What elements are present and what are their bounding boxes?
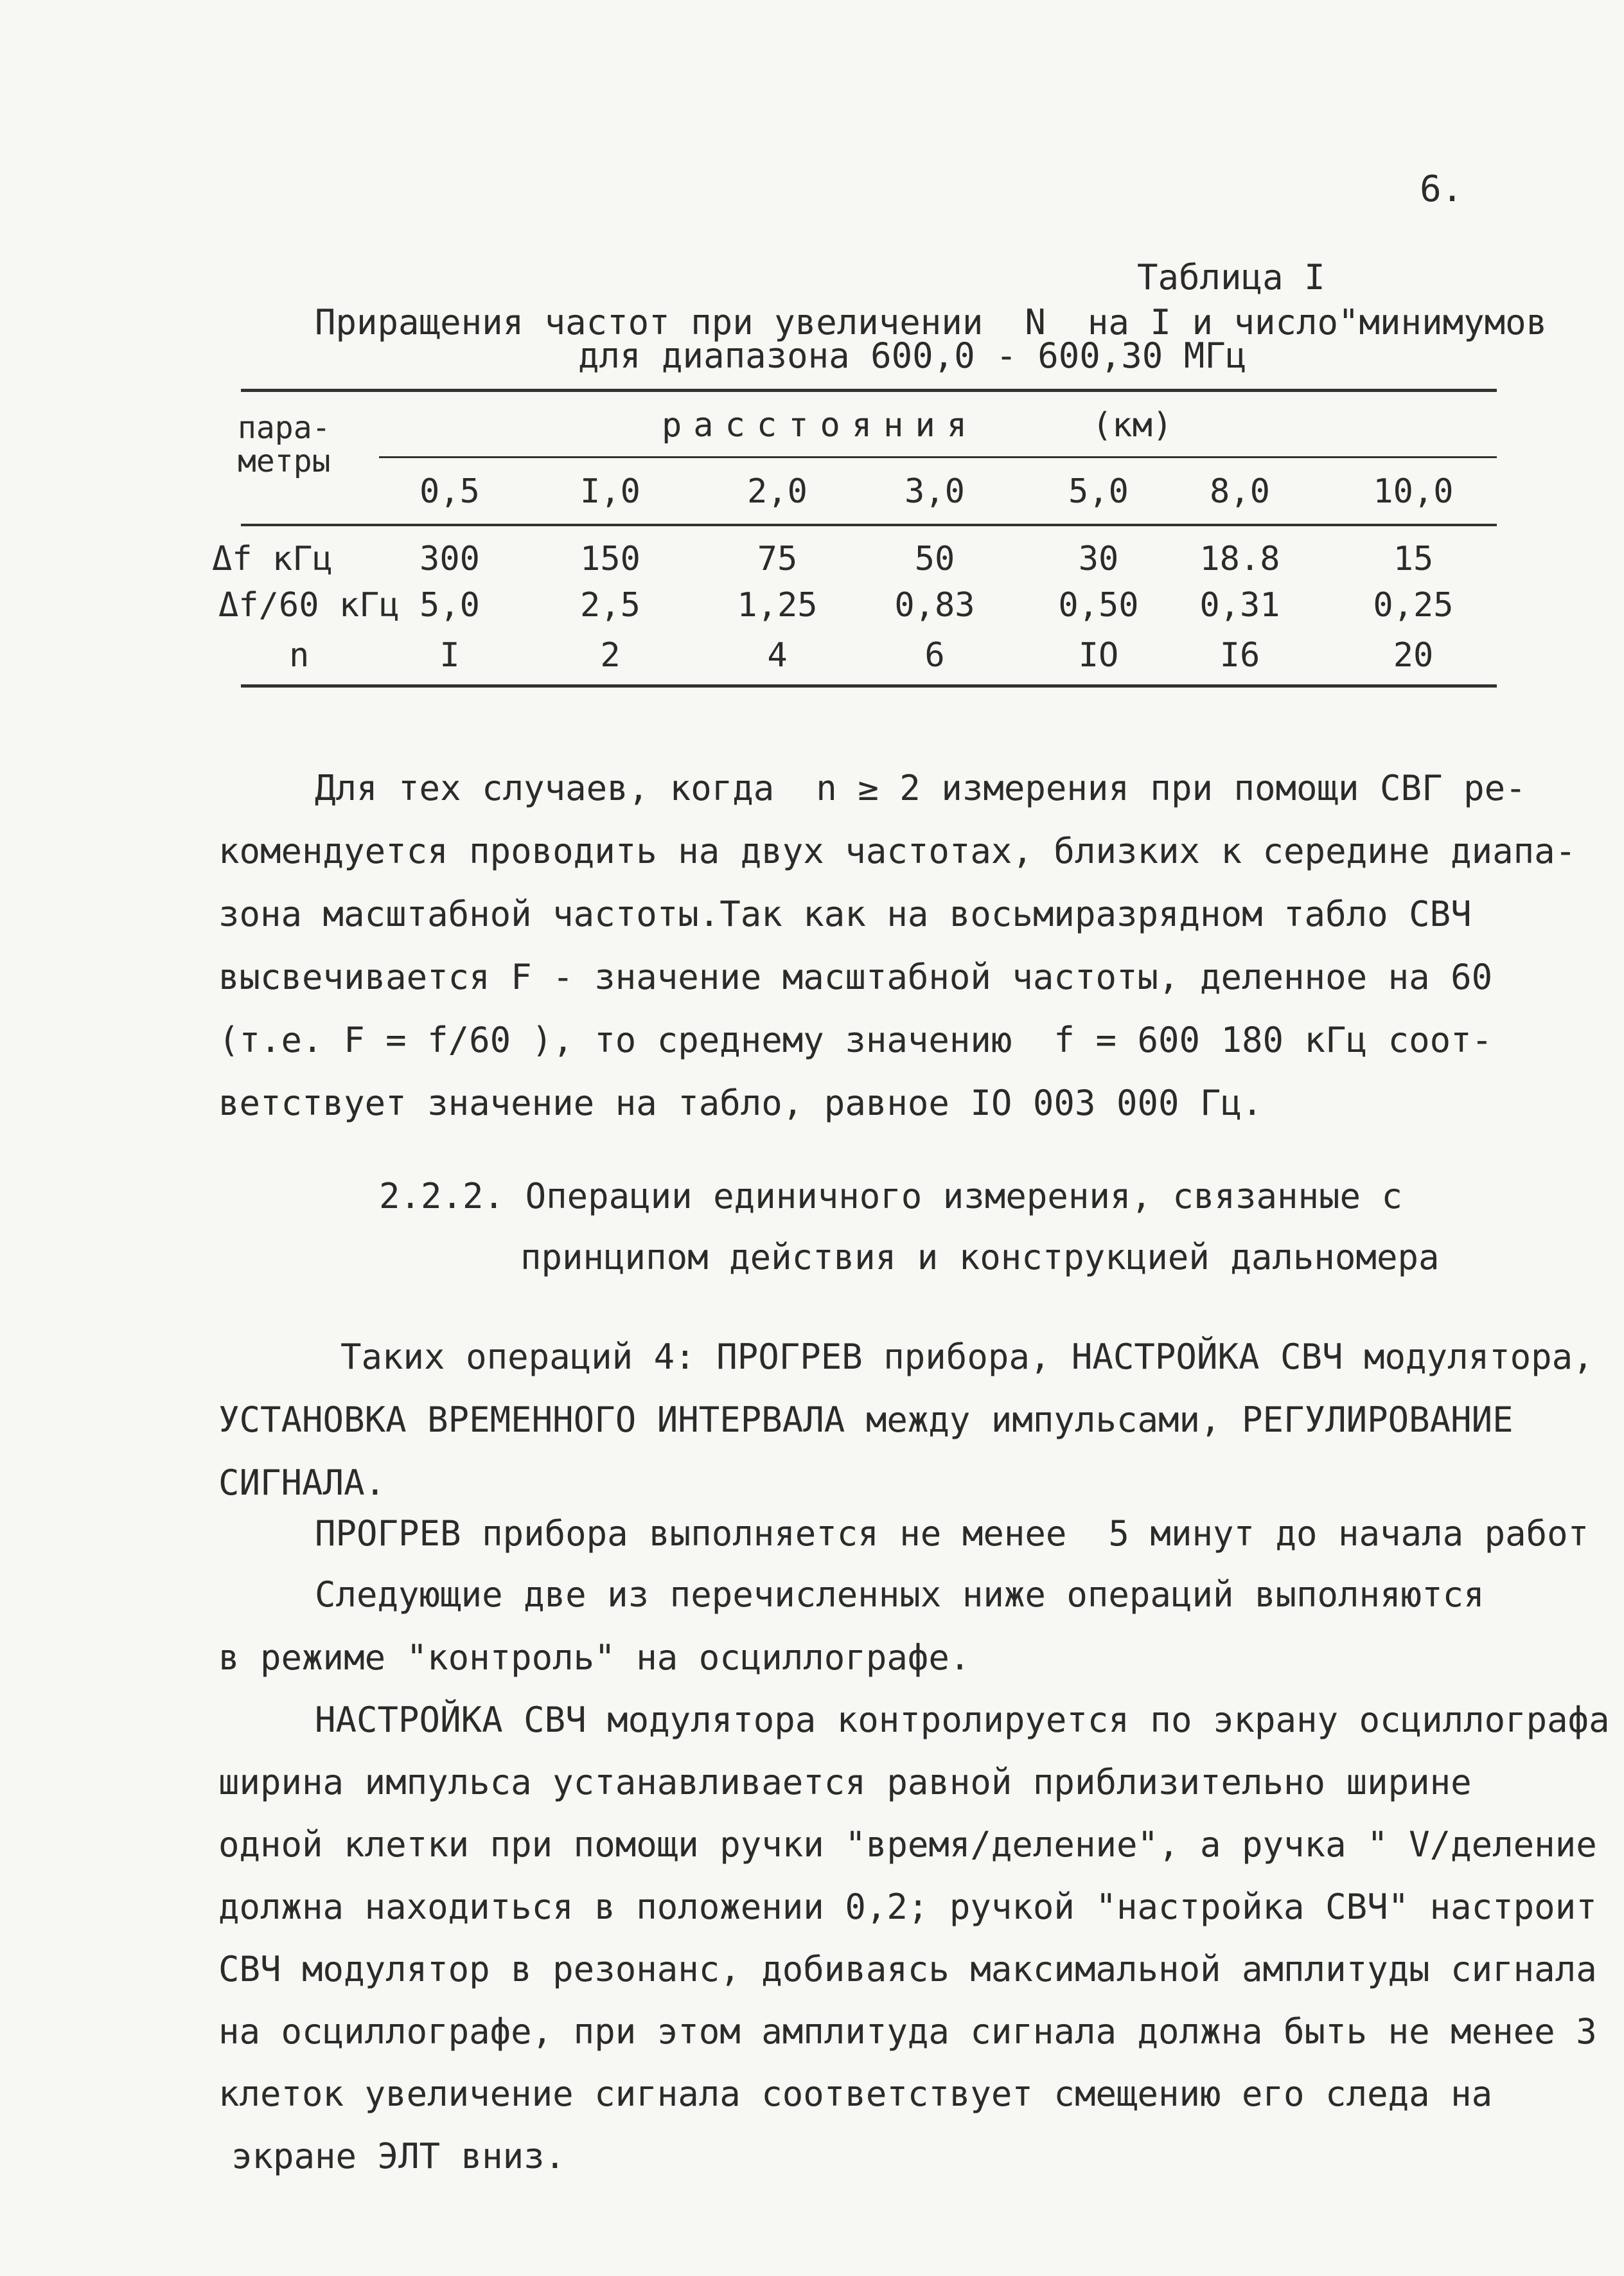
table-cell: 300 [419,540,480,578]
p2-line: СИГНАЛА. [218,1463,386,1503]
p1-line: ветствует значение на табло, равное IO 003 000 Гц. [218,1083,1263,1123]
distance-header: расстояния [662,406,979,445]
table-top-rule [241,389,1497,392]
p5-line: одной клетки при помощи ручки "время/деление", а ручка " V/деление [218,1824,1597,1865]
table-cell: 0,50 [1058,586,1139,625]
paragraph-3: ПРОГРЕВ прибора выполняется не менее 5 минут до начала работ [315,1513,1589,1554]
table-cell: 0,83 [894,586,975,625]
row-label: Δf/60 кГц [218,586,400,625]
column-header: 8,0 [1210,472,1270,511]
table-column-rule [241,524,1497,526]
table-cell: I6 [1219,636,1260,675]
table-cell: I [439,636,460,675]
table-caption-line1: Приращения частот при увеличении N на I и число"минимумов [315,302,1548,342]
table-caption-line2: для диапазона 600,0 - 600,30 МГц [578,335,1247,376]
table-cell: 20 [1393,636,1434,675]
row-label: Δf кГц [212,540,333,578]
table-cell: 0,31 [1199,586,1280,625]
p1-line: Для тех случаев, когда n ≥ 2 измерения при помощи СВГ ре- [315,768,1526,808]
section-heading-line2: принципом действия и конструкцией дальномера [520,1237,1440,1277]
table-cell: 15 [1393,540,1434,578]
column-header: 3,0 [905,472,965,511]
p5-line: должна находиться в положении 0,2; ручкой "настройка СВЧ" настроит [218,1887,1597,1927]
page-number: 6. [1420,168,1463,210]
p2-line: Таких операций 4: ПРОГРЕВ прибора, НАСТРОЙКА СВЧ модулятора, [340,1337,1594,1377]
table-cell: 4 [767,636,788,675]
table-cell: 5,0 [419,586,480,625]
p2-line: УСТАНОВКА ВРЕМЕННОГО ИНТЕРВАЛА между импульсами, РЕГУЛИРОВАНИЕ [218,1400,1514,1440]
column-header: 10,0 [1373,472,1454,511]
table-cell: 150 [580,540,640,578]
table-cell: 0,25 [1373,586,1454,625]
p5-line: клеток увеличение сигнала соответствует смещению его следа на [218,2074,1493,2114]
table-cell: 6 [924,636,945,675]
unit-header: (км) [1092,406,1173,445]
table-cell: 1,25 [737,586,818,625]
p1-line: (т.е. F = f/60 ), то среднему значению f = 600 180 кГц соот- [218,1020,1493,1060]
p5-line: на осциллографе, при этом амплитуда сигнала должна быть не менее 3 [218,2011,1597,2052]
p1-line: высвечивается F - значение масштабной частоты, деленное на 60 [218,957,1493,997]
table-cell: 30 [1078,540,1119,578]
section-heading-line1: 2.2.2. Операции единичного измерения, связанные с [379,1176,1403,1216]
p5-line: ширина импульса устанавливается равной приблизительно ширине [218,1762,1472,1802]
table-cell: IO [1078,636,1119,675]
table-cell: 75 [757,540,798,578]
column-header: 0,5 [419,472,480,511]
p5-line: НАСТРОЙКА СВЧ модулятора контролируется по экрану осциллографа [315,1700,1610,1740]
table-cell: 2 [600,636,621,675]
p4-line: Следующие две из перечисленных ниже операций выполняются [315,1574,1485,1615]
p4-line: в режиме "контроль" на осциллографе. [218,1637,971,1678]
table-bottom-rule [241,684,1497,688]
p5-line: экране ЭЛТ вниз. [231,2136,566,2176]
p5-line: СВЧ модулятор в резонанс, добиваясь максимальной амплитуды сигнала [218,1949,1597,1989]
p1-line: зона масштабной частоты.Так как на восьмиразрядном табло СВЧ [218,894,1472,934]
column-header: 2,0 [747,472,808,511]
table-header-divider [379,456,1497,458]
row-label: n [289,636,310,675]
table-label: Таблица I [1137,257,1325,298]
column-header: I,0 [580,472,640,511]
table-cell: 2,5 [580,586,640,625]
table-cell: 18.8 [1199,540,1280,578]
column-header: 5,0 [1068,472,1129,511]
table-cell: 50 [914,540,955,578]
param-header: пара- метры [238,410,331,479]
p1-line: комендуется проводить на двух частотах, близких к середине диапа- [218,831,1576,871]
